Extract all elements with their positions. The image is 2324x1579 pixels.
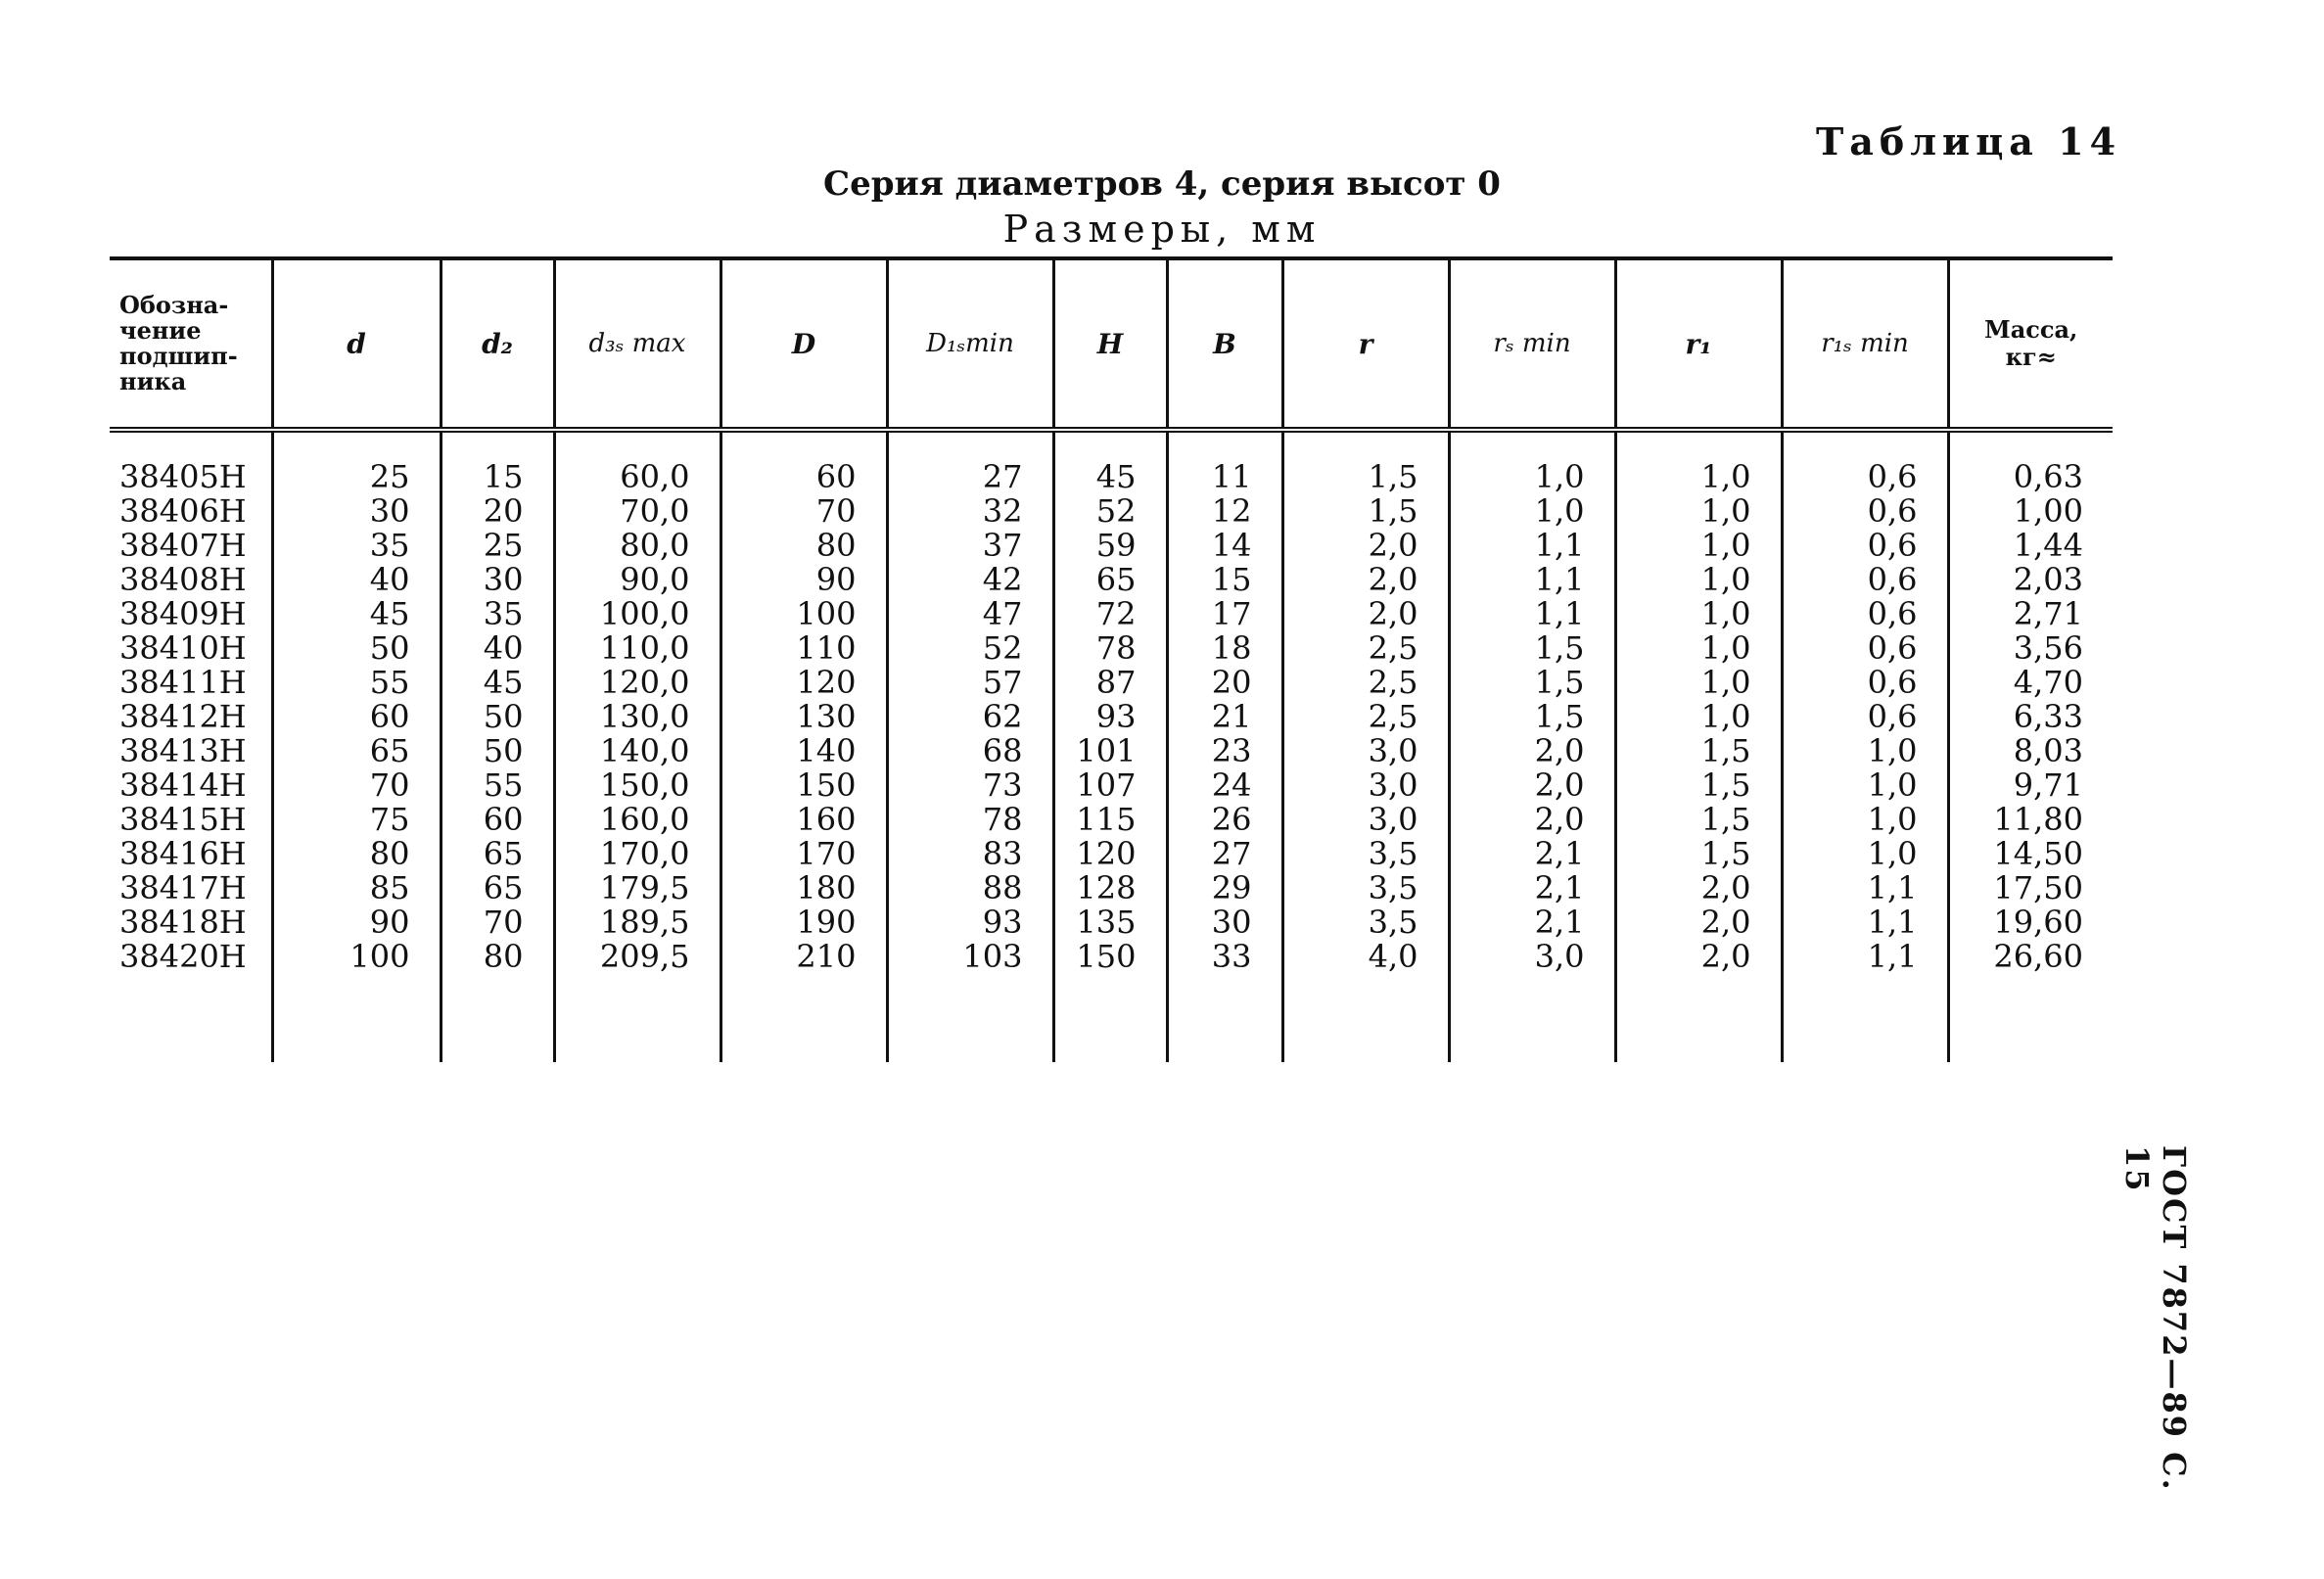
- table-cell: 100: [272, 940, 441, 974]
- table-row: [110, 837, 2113, 871]
- bearing-designation-cell: 38408H: [110, 563, 272, 597]
- bearing-designation-cell: 38407H: [110, 529, 272, 563]
- table-cell: 1,0: [1615, 529, 1782, 563]
- table-cell: 128: [1053, 871, 1167, 906]
- table-cell: 2,5: [1282, 700, 1449, 734]
- table-cell: 1,1: [1449, 529, 1615, 563]
- table-cell: 0,6: [1782, 460, 1948, 494]
- table-cell: 45: [272, 597, 441, 631]
- header-d: d: [272, 258, 441, 430]
- table-cell: 24: [1167, 768, 1282, 803]
- table-cell: 150: [1053, 940, 1167, 974]
- table-cell: 1,00: [1948, 494, 2113, 529]
- table-cell: 88: [887, 871, 1053, 906]
- table-cell: 65: [272, 734, 441, 768]
- table-cell: 170: [720, 837, 887, 871]
- table-cell: 1,5: [1449, 631, 1615, 666]
- table-cell: 2,0: [1615, 906, 1782, 940]
- table-cell: 70: [441, 906, 554, 940]
- table-cell: 140: [720, 734, 887, 768]
- table-cell: 3,56: [1948, 631, 2113, 666]
- table-cell: 55: [441, 768, 554, 803]
- table-cell: 1,0: [1615, 460, 1782, 494]
- table-cell: 1,5: [1615, 734, 1782, 768]
- table-cell: 59: [1053, 529, 1167, 563]
- table-cell: 30: [272, 494, 441, 529]
- table-cell: 93: [1053, 700, 1167, 734]
- table-cell: 150: [720, 768, 887, 803]
- table-cell: 78: [1053, 631, 1167, 666]
- table-cell: 1,0: [1782, 734, 1948, 768]
- spacer-row: [110, 974, 2113, 1062]
- table-row: [110, 494, 2113, 529]
- bearing-designation-cell: 38410H: [110, 631, 272, 666]
- table-cell: 2,5: [1282, 631, 1449, 666]
- table-row: [110, 529, 2113, 563]
- header-rs-min: rₛ min: [1449, 258, 1615, 430]
- table-cell: 35: [441, 597, 554, 631]
- table-cell: 52: [887, 631, 1053, 666]
- table-cell: 11: [1167, 460, 1282, 494]
- table-cell: 12: [1167, 494, 1282, 529]
- table-row: [110, 460, 2113, 494]
- table-cell: 27: [887, 460, 1053, 494]
- table-cell: 4,70: [1948, 666, 2113, 700]
- table-cell: 3,0: [1282, 803, 1449, 837]
- table-cell: 0,6: [1782, 563, 1948, 597]
- table-cell: 90: [272, 906, 441, 940]
- header-r1s-min: r₁ₛ min: [1782, 258, 1948, 430]
- table-row: [110, 906, 2113, 940]
- table-cell: 2,5: [1282, 666, 1449, 700]
- table-cell: 2,0: [1282, 563, 1449, 597]
- table-cell: 0,6: [1782, 529, 1948, 563]
- table-cell: 1,5: [1615, 768, 1782, 803]
- table-cell: 2,0: [1282, 597, 1449, 631]
- header-r: r: [1282, 258, 1449, 430]
- bearing-designation-cell: 38411H: [110, 666, 272, 700]
- table-cell: 4,0: [1282, 940, 1449, 974]
- bearing-dimensions-table: [110, 256, 2113, 1062]
- table-cell: 14: [1167, 529, 1282, 563]
- table-cell: 80,0: [554, 529, 720, 563]
- table-row: [110, 768, 2113, 803]
- table-cell: 62: [887, 700, 1053, 734]
- table-cell: 120,0: [554, 666, 720, 700]
- table-cell: 70: [720, 494, 887, 529]
- table-cell: 101: [1053, 734, 1167, 768]
- table-cell: 1,5: [1615, 803, 1782, 837]
- table-cell: 19,60: [1948, 906, 2113, 940]
- header-row: [110, 258, 2113, 430]
- table-cell: 2,0: [1449, 803, 1615, 837]
- header-d3s-max: d₃ₛ max: [554, 258, 720, 430]
- table-cell: 15: [1167, 563, 1282, 597]
- table-cell: 2,03: [1948, 563, 2113, 597]
- table-cell: 2,0: [1615, 871, 1782, 906]
- table-cell: 8,03: [1948, 734, 2113, 768]
- table-cell: 1,5: [1615, 837, 1782, 871]
- header-designation-text: Обозна- чение подшип- ника: [119, 291, 238, 395]
- table-cell: 1,1: [1449, 597, 1615, 631]
- table-cell: 21: [1167, 700, 1282, 734]
- table-cell: 179,5: [554, 871, 720, 906]
- header-r1: r₁: [1615, 258, 1782, 430]
- table-cell: 2,1: [1449, 871, 1615, 906]
- table-cell: 52: [1053, 494, 1167, 529]
- table-cell: 60,0: [554, 460, 720, 494]
- table-cell: 1,0: [1615, 563, 1782, 597]
- table-cell: 1,0: [1615, 631, 1782, 666]
- bearing-designation-cell: 38417H: [110, 871, 272, 906]
- bearing-designation-cell: 38415H: [110, 803, 272, 837]
- table-cell: 107: [1053, 768, 1167, 803]
- table-cell: 1,44: [1948, 529, 2113, 563]
- table-cell: 80: [441, 940, 554, 974]
- table-cell: 1,5: [1282, 494, 1449, 529]
- table-cell: 180: [720, 871, 887, 906]
- header-B: B: [1167, 258, 1282, 430]
- table-cell: 20: [441, 494, 554, 529]
- header-mass-text: Масса, кг≈: [1984, 315, 2078, 371]
- table-cell: 103: [887, 940, 1053, 974]
- table-cell: 50: [272, 631, 441, 666]
- table-cell: 80: [720, 529, 887, 563]
- table-row: [110, 700, 2113, 734]
- table-cell: 40: [441, 631, 554, 666]
- table-cell: 70,0: [554, 494, 720, 529]
- table-cell: 47: [887, 597, 1053, 631]
- table-cell: 90: [720, 563, 887, 597]
- table-cell: 26,60: [1948, 940, 2113, 974]
- table-cell: 90,0: [554, 563, 720, 597]
- table-row: [110, 563, 2113, 597]
- table-caption: Серия диаметров 4, серия высот 0: [823, 164, 1501, 204]
- table-cell: 6,33: [1948, 700, 2113, 734]
- header-designation: [110, 258, 272, 430]
- table-cell: 210: [720, 940, 887, 974]
- table-row: [110, 597, 2113, 631]
- table-cell: 1,0: [1449, 460, 1615, 494]
- table-cell: 2,0: [1449, 768, 1615, 803]
- header-D1s-min: D₁ₛmin: [887, 258, 1053, 430]
- table-cell: 55: [272, 666, 441, 700]
- table-cell: 33: [1167, 940, 1282, 974]
- table-cell: 35: [272, 529, 441, 563]
- table-cell: 60: [272, 700, 441, 734]
- table-cell: 23: [1167, 734, 1282, 768]
- table-cell: 1,0: [1615, 666, 1782, 700]
- bearing-designation-cell: 38420H: [110, 940, 272, 974]
- table-cell: 72: [1053, 597, 1167, 631]
- table-cell: 2,0: [1282, 529, 1449, 563]
- table-cell: 14,50: [1948, 837, 2113, 871]
- table-cell: 190: [720, 906, 887, 940]
- header-H: H: [1053, 258, 1167, 430]
- table-cell: 1,1: [1782, 906, 1948, 940]
- table-cell: 3,0: [1282, 734, 1449, 768]
- table-cell: 65: [1053, 563, 1167, 597]
- bearing-designation-cell: 38405H: [110, 460, 272, 494]
- table-cell: 160,0: [554, 803, 720, 837]
- table-row: [110, 734, 2113, 768]
- table-cell: 57: [887, 666, 1053, 700]
- table-cell: 17: [1167, 597, 1282, 631]
- table-cell: 150,0: [554, 768, 720, 803]
- table-cell: 20: [1167, 666, 1282, 700]
- table-cell: 3,5: [1282, 906, 1449, 940]
- table-row: [110, 803, 2113, 837]
- table-cell: 2,0: [1615, 940, 1782, 974]
- table-cell: 110,0: [554, 631, 720, 666]
- table-row: [110, 940, 2113, 974]
- table-cell: 78: [887, 803, 1053, 837]
- table-cell: 18: [1167, 631, 1282, 666]
- header-D: D: [720, 258, 887, 430]
- table-cell: 2,0: [1449, 734, 1615, 768]
- table-cell: 29: [1167, 871, 1282, 906]
- table-cell: 2,1: [1449, 837, 1615, 871]
- bearing-designation-cell: 38416H: [110, 837, 272, 871]
- table-cell: 11,80: [1948, 803, 2113, 837]
- bearing-designation-cell: 38413H: [110, 734, 272, 768]
- table-cell: 93: [887, 906, 1053, 940]
- table-cell: 50: [441, 734, 554, 768]
- table-cell: 65: [441, 837, 554, 871]
- table-cell: 87: [1053, 666, 1167, 700]
- table-cell: 26: [1167, 803, 1282, 837]
- table-cell: 37: [887, 529, 1053, 563]
- table-cell: 15: [441, 460, 554, 494]
- table-cell: 32: [887, 494, 1053, 529]
- table-cell: 1,5: [1449, 700, 1615, 734]
- bearing-designation-cell: 38409H: [110, 597, 272, 631]
- table-cell: 135: [1053, 906, 1167, 940]
- table-cell: 160: [720, 803, 887, 837]
- table-cell: 3,5: [1282, 871, 1449, 906]
- table-cell: 0,6: [1782, 700, 1948, 734]
- bearing-table-container: [110, 256, 2093, 1062]
- table-cell: 75: [272, 803, 441, 837]
- table-cell: 9,71: [1948, 768, 2113, 803]
- table-cell: 115: [1053, 803, 1167, 837]
- table-cell: 2,71: [1948, 597, 2113, 631]
- table-cell: 209,5: [554, 940, 720, 974]
- table-cell: 45: [1053, 460, 1167, 494]
- table-cell: 120: [1053, 837, 1167, 871]
- table-cell: 1,1: [1782, 871, 1948, 906]
- table-cell: 42: [887, 563, 1053, 597]
- table-cell: 85: [272, 871, 441, 906]
- table-cell: 1,0: [1615, 597, 1782, 631]
- table-cell: 130: [720, 700, 887, 734]
- table-cell: 60: [441, 803, 554, 837]
- table-cell: 80: [272, 837, 441, 871]
- table-cell: 60: [720, 460, 887, 494]
- table-cell: 1,1: [1782, 940, 1948, 974]
- table-cell: 0,63: [1948, 460, 2113, 494]
- table-cell: 2,1: [1449, 906, 1615, 940]
- table-cell: 65: [441, 871, 554, 906]
- table-cell: 3,0: [1282, 768, 1449, 803]
- table-cell: 140,0: [554, 734, 720, 768]
- table-cell: 110: [720, 631, 887, 666]
- table-cell: 73: [887, 768, 1053, 803]
- table-row: [110, 871, 2113, 906]
- table-body: [110, 430, 2113, 1062]
- table-cell: 27: [1167, 837, 1282, 871]
- table-cell: 83: [887, 837, 1053, 871]
- table-cell: 1,0: [1782, 768, 1948, 803]
- table-cell: 100: [720, 597, 887, 631]
- table-cell: 1,5: [1449, 666, 1615, 700]
- bearing-designation-cell: 38406H: [110, 494, 272, 529]
- header-mass: [1948, 258, 2113, 430]
- bearing-designation-cell: 38418H: [110, 906, 272, 940]
- table-cell: 1,0: [1615, 494, 1782, 529]
- bearing-designation-cell: 38412H: [110, 700, 272, 734]
- table-cell: 68: [887, 734, 1053, 768]
- table-cell: 1,5: [1282, 460, 1449, 494]
- table-cell: 45: [441, 666, 554, 700]
- table-label: Таблица 14: [1816, 119, 2122, 163]
- table-cell: 1,0: [1782, 803, 1948, 837]
- table-cell: 30: [1167, 906, 1282, 940]
- table-cell: 50: [441, 700, 554, 734]
- table-row: [110, 631, 2113, 666]
- document-side-code: ГОСТ 7872—89 С. 15: [2118, 1145, 2193, 1492]
- table-cell: 120: [720, 666, 887, 700]
- table-cell: 1,0: [1615, 700, 1782, 734]
- table-cell: 0,6: [1782, 494, 1948, 529]
- units-caption: Размеры, мм: [1002, 208, 1322, 251]
- table-cell: 130,0: [554, 700, 720, 734]
- table-cell: 189,5: [554, 906, 720, 940]
- table-cell: 25: [272, 460, 441, 494]
- table-cell: 25: [441, 529, 554, 563]
- table-cell: 30: [441, 563, 554, 597]
- header-d2: d₂: [441, 258, 554, 430]
- table-cell: 40: [272, 563, 441, 597]
- table-cell: 0,6: [1782, 666, 1948, 700]
- bearing-designation-cell: 38414H: [110, 768, 272, 803]
- table-cell: 0,6: [1782, 631, 1948, 666]
- table-cell: 70: [272, 768, 441, 803]
- spacer-row: [110, 430, 2113, 460]
- table-cell: 17,50: [1948, 871, 2113, 906]
- table-row: [110, 666, 2113, 700]
- table-cell: 1,0: [1449, 494, 1615, 529]
- table-cell: 3,5: [1282, 837, 1449, 871]
- table-cell: 3,0: [1449, 940, 1615, 974]
- table-cell: 170,0: [554, 837, 720, 871]
- table-cell: 100,0: [554, 597, 720, 631]
- table-cell: 1,0: [1782, 837, 1948, 871]
- table-cell: 0,6: [1782, 597, 1948, 631]
- table-cell: 1,1: [1449, 563, 1615, 597]
